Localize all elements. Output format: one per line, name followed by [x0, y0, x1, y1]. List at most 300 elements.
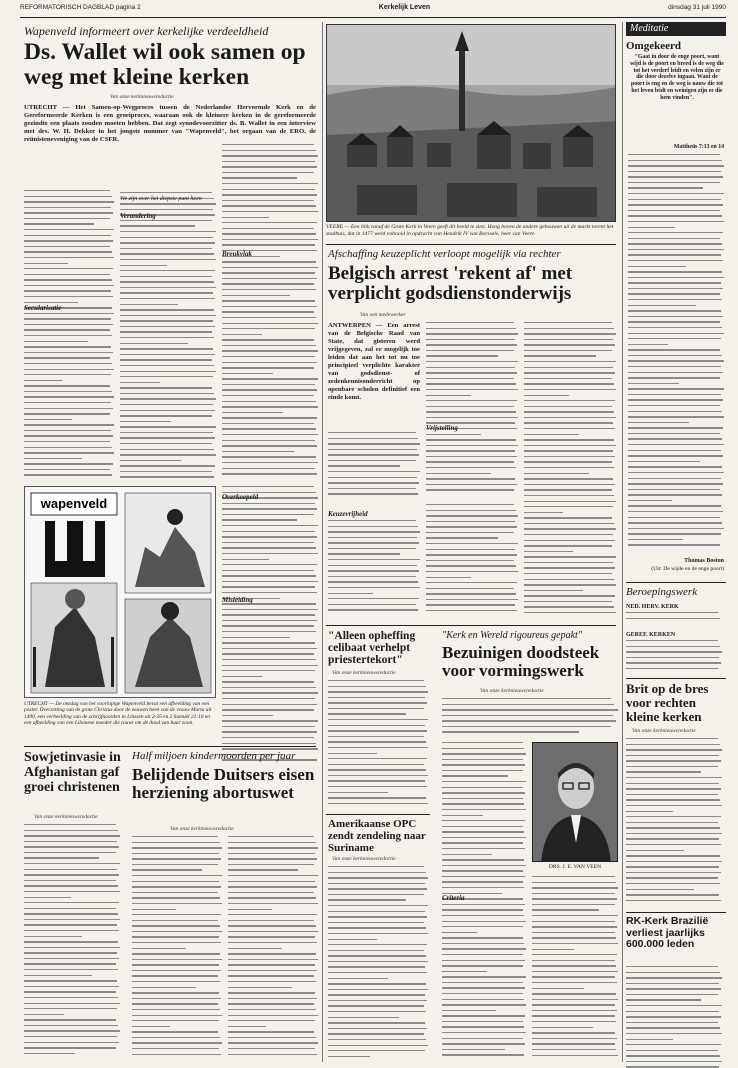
text-line: [442, 854, 492, 855]
text-line: [426, 543, 518, 544]
subhead-verandering: Verandering: [120, 212, 156, 220]
text-line: [222, 709, 314, 710]
text-line: [222, 670, 315, 671]
text-line: [626, 738, 718, 739]
belgisch-rule: [326, 244, 616, 245]
text-line: [132, 836, 218, 837]
text-line: [626, 822, 718, 823]
text-line: [626, 646, 720, 647]
main-column-1: [24, 190, 114, 482]
text-line: [628, 438, 722, 439]
text-line: [120, 454, 216, 455]
sowjet-byline: Van onze kerknieuwsredactie: [34, 814, 98, 820]
text-line: [628, 344, 668, 345]
text-line: [120, 315, 216, 316]
text-line: [120, 460, 181, 461]
text-line: [24, 1053, 75, 1054]
text-line: [442, 937, 523, 938]
text-line: [442, 792, 525, 793]
text-line: [328, 797, 426, 798]
text-line: [120, 387, 212, 388]
belgisch-headline: Belgisch arrest 'rekent af' met verplicht godsdienstonderwijs: [328, 263, 573, 304]
text-line: [628, 204, 723, 205]
text-line: [626, 1005, 722, 1006]
text-line: [628, 511, 723, 512]
text-line: [24, 447, 112, 448]
bezuinigen-byline: Van onze kerknieuwsredactie: [480, 688, 544, 694]
subhead-overkoepeld: Overkoepeld: [222, 493, 259, 501]
rk-headline: RK-Kerk Brazilië verliest jaarlijks 600.000 leden: [626, 915, 709, 950]
text-line: [120, 337, 214, 338]
text-line: [328, 769, 426, 770]
text-line: [24, 913, 118, 914]
text-line: [132, 1026, 170, 1027]
text-line: [24, 991, 116, 992]
text-line: [328, 1056, 370, 1057]
text-line: [222, 194, 317, 195]
opc-rule: [326, 814, 430, 815]
text-line: [24, 374, 111, 375]
text-line: [228, 897, 316, 898]
text-line: [328, 542, 419, 543]
text-line: [24, 997, 118, 998]
text-line: [228, 975, 314, 976]
text-line: [328, 553, 400, 554]
text-line: [426, 383, 516, 384]
text-line: [222, 283, 314, 284]
text-line: [628, 210, 720, 211]
text-line: [24, 424, 114, 425]
text-line: [24, 452, 114, 453]
text-line: [626, 972, 720, 973]
beroepingswerk-rule: [626, 582, 726, 583]
text-line: [532, 943, 618, 944]
text-line: [228, 1015, 318, 1016]
text-line: [24, 352, 113, 353]
text-line: [228, 987, 292, 988]
text-line: [328, 927, 426, 928]
wapenveld-cover-image: [24, 486, 216, 698]
text-line: [442, 1010, 496, 1011]
brit-rule: [626, 678, 726, 679]
text-line: [442, 770, 523, 771]
text-line: [524, 495, 614, 496]
text-line: [222, 228, 314, 229]
text-line: [132, 975, 218, 976]
text-line: [24, 1047, 116, 1048]
text-line: [24, 1003, 120, 1004]
meditatie-verse-ref: Mattheüs 7:13 en 14: [673, 144, 724, 150]
text-line: [328, 1045, 428, 1046]
text-line: [328, 780, 425, 781]
text-line: [222, 233, 316, 234]
text-line: [524, 383, 614, 384]
text-line: [328, 866, 424, 867]
text-line: [626, 900, 721, 901]
text-line: [524, 400, 615, 401]
duitsers-kicker: Half miljoen kindermoorden per jaar: [132, 750, 296, 762]
bezuinigen-headline: Bezuinigen doodsteek voor vormingswerk: [442, 643, 600, 680]
text-line: [222, 519, 297, 520]
text-line: [626, 850, 684, 851]
meditatie-verse: "Gaat in door de enge poort, want wijd is de poort en breed is de weg die tot het verderf leidt en velen zijn er die door dezelve ingaan. Want de poort is eng en de weg is nauw die tot het leven leidt en weinigen zijn er die hem vinden".: [630, 54, 724, 101]
text-line: [426, 434, 481, 435]
text-line: [442, 798, 523, 799]
text-line: [222, 637, 290, 638]
text-line: [328, 570, 419, 571]
celibaat-body: [328, 680, 428, 810]
text-line: [328, 1005, 424, 1006]
text-line: [442, 787, 523, 788]
text-line: [524, 540, 615, 541]
opc-headline: Amerikaanse OPC zendt zendeling naar Suriname: [328, 818, 426, 854]
text-line: [328, 1017, 399, 1018]
text-line: [120, 371, 216, 372]
text-line: [442, 809, 526, 810]
text-line: [628, 165, 724, 166]
text-line: [442, 921, 526, 922]
text-line: [222, 150, 316, 151]
text-line: [442, 954, 523, 955]
text-line: [426, 565, 516, 566]
text-line: [24, 408, 113, 409]
text-line: [222, 328, 315, 329]
text-line: [442, 932, 477, 933]
text-line: [442, 976, 526, 977]
text-line: [626, 744, 720, 745]
text-line: [442, 815, 483, 816]
text-line: [628, 160, 722, 161]
text-line: [426, 588, 514, 589]
text-line: [442, 1015, 525, 1016]
text-line: [120, 410, 215, 411]
text-line: [120, 248, 212, 249]
text-line: [132, 1015, 222, 1016]
text-line: [628, 461, 700, 462]
meditatie-body: [628, 154, 724, 554]
text-line: [328, 955, 426, 956]
text-line: [120, 465, 215, 466]
text-line: [132, 864, 218, 865]
text-line: [628, 405, 720, 406]
text-line: [628, 349, 720, 350]
text-line: [24, 936, 82, 937]
text-line: [628, 154, 720, 155]
text-line: [328, 730, 427, 731]
text-line: [442, 731, 579, 732]
main-column-3b: [222, 486, 318, 766]
text-line: [132, 903, 222, 904]
text-line: [426, 456, 517, 457]
text-line: [442, 803, 524, 804]
text-line: [222, 681, 314, 682]
text-line: [532, 971, 618, 972]
text-line: [628, 282, 721, 283]
text-line: [222, 317, 316, 318]
text-line: [524, 573, 612, 574]
text-line: [132, 920, 218, 921]
text-line: [228, 1003, 314, 1004]
text-line: [426, 532, 514, 533]
text-line: [120, 292, 213, 293]
text-line: [626, 771, 701, 772]
text-line: [228, 853, 315, 854]
text-line: [328, 978, 388, 979]
subhead-secularisatie: Secularisatie: [24, 304, 62, 312]
text-line: [24, 380, 62, 381]
main-byline: Van onze kerknieuwsredactie: [110, 94, 174, 100]
text-line: [628, 422, 689, 423]
text-line: [328, 1039, 426, 1040]
text-line: [442, 848, 525, 849]
text-line: [24, 830, 118, 831]
wapenveld-cover-title: wapenveld: [40, 496, 108, 511]
text-line: [628, 528, 724, 529]
text-line: [426, 350, 514, 351]
meditatie-title: Meditatie: [630, 23, 669, 34]
text-line: [24, 458, 82, 459]
text-line: [626, 749, 722, 750]
text-line: [626, 966, 718, 967]
text-line: [628, 277, 724, 278]
text-line: [120, 320, 213, 321]
text-line: [628, 254, 721, 255]
text-line: [222, 373, 273, 374]
text-line: [120, 259, 216, 260]
text-line: [120, 354, 215, 355]
belgisch-column-3: [524, 322, 616, 620]
text-line: [24, 1008, 117, 1009]
opc-byline: Van onze kerknieuwsredactie: [332, 856, 396, 862]
text-line: [132, 914, 221, 915]
text-line: [626, 855, 720, 856]
veere-caption: VEERE — Een blik vanaf de Grote Kerk in Veere geeft dit beeld te zien. Hoog boven de andere gebouwen uit de markt torent het stadhuis, dat in 1477 werd voltooid in opdracht van Hendrik IV van Borssele, heer van Veere.: [326, 224, 614, 237]
text-line: [532, 1021, 616, 1022]
text-line: [532, 949, 574, 950]
text-line: [120, 287, 216, 288]
text-line: [328, 609, 418, 610]
text-line: [120, 231, 216, 232]
text-line: [222, 586, 315, 587]
text-line: [222, 486, 314, 487]
text-line: [532, 915, 618, 916]
text-line: [120, 359, 212, 360]
text-line: [24, 207, 111, 208]
text-line: [328, 686, 426, 687]
text-line: [426, 322, 514, 323]
van-veen-caption: DRS. J. E. VAN VEEN: [548, 864, 602, 870]
text-line: [24, 223, 94, 224]
text-line: [228, 948, 282, 949]
text-line: [532, 982, 617, 983]
text-line: [628, 176, 723, 177]
text-line: [442, 859, 524, 860]
text-line: [228, 970, 317, 971]
text-line: [626, 827, 720, 828]
text-line: [24, 335, 112, 336]
text-line: [524, 506, 613, 507]
text-line: [120, 426, 216, 427]
text-line: [24, 846, 119, 847]
text-line: [426, 577, 471, 578]
text-line: [628, 249, 724, 250]
text-line: [442, 982, 523, 983]
text-line: [222, 559, 269, 560]
main-column-2: [120, 192, 216, 484]
text-line: [222, 172, 314, 173]
text-line: [228, 864, 314, 865]
text-line: [328, 1050, 425, 1051]
text-line: [328, 747, 428, 748]
text-line: [426, 328, 516, 329]
text-line: [222, 609, 318, 610]
subhead-keuzevrijheid: Keuzevrijheid: [328, 510, 368, 518]
text-line: [628, 366, 721, 367]
text-line: [222, 412, 283, 413]
text-line: [222, 362, 317, 363]
text-line: [24, 363, 112, 364]
text-line: [328, 477, 417, 478]
text-line: [442, 764, 525, 765]
text-line: [132, 842, 220, 843]
text-line: [228, 875, 318, 876]
text-line: [426, 537, 498, 538]
text-line: [442, 965, 523, 966]
text-line: [132, 992, 219, 993]
text-line: [426, 582, 517, 583]
text-line: [524, 473, 589, 474]
text-line: [132, 931, 222, 932]
text-line: [222, 553, 318, 554]
belgisch-column-1b: [328, 520, 420, 620]
text-line: [426, 510, 516, 511]
text-line: [222, 428, 316, 429]
text-line: [228, 858, 317, 859]
text-line: [222, 564, 317, 565]
belgisch-byline: Van een medewerker: [360, 312, 406, 318]
text-line: [24, 969, 118, 970]
text-line: [532, 993, 616, 994]
text-line: [228, 886, 317, 887]
text-line: [524, 478, 613, 479]
text-line: [222, 547, 316, 548]
text-line: [524, 439, 614, 440]
text-line: [132, 987, 196, 988]
text-line: [628, 533, 721, 534]
text-line: [628, 455, 723, 456]
text-line: [120, 281, 214, 282]
text-line: [222, 659, 316, 660]
text-line: [628, 355, 722, 356]
text-line: [442, 909, 523, 910]
text-line: [24, 924, 117, 925]
text-line: [524, 528, 616, 529]
text-line: [626, 844, 721, 845]
bezuinigen-kicker: "Kerk en Wereld rigoureus gepakt": [442, 630, 583, 641]
text-line: [228, 925, 316, 926]
text-line: [228, 892, 314, 893]
text-line: [328, 460, 416, 461]
text-line: [442, 1032, 526, 1033]
text-line: [426, 489, 514, 490]
text-line: [532, 1010, 617, 1011]
text-line: [222, 356, 315, 357]
text-line: [328, 911, 425, 912]
text-line: [222, 384, 315, 385]
text-line: [442, 1043, 525, 1044]
text-line: [132, 1031, 218, 1032]
text-line: [222, 440, 315, 441]
text-line: [628, 483, 723, 484]
text-line: [132, 886, 221, 887]
text-line: [426, 571, 518, 572]
text-line: [524, 590, 583, 591]
text-line: [524, 606, 614, 607]
text-line: [132, 875, 222, 876]
text-line: [24, 318, 111, 319]
text-line: [24, 235, 111, 236]
sowjet-headline: Sowjetinvasie in Afghanistan gaf groei christenen: [24, 750, 121, 795]
text-line: [24, 419, 72, 420]
text-line: [328, 576, 416, 577]
brit-body: [626, 738, 722, 908]
text-line: [222, 350, 318, 351]
text-line: [328, 1011, 426, 1012]
text-line: [24, 1025, 118, 1026]
text-line: [328, 1033, 424, 1034]
text-line: [626, 872, 721, 873]
text-line: [426, 339, 515, 340]
text-line: [442, 759, 523, 760]
text-line: [626, 1044, 721, 1045]
text-line: [24, 824, 116, 825]
text-line: [532, 932, 615, 933]
text-line: [524, 389, 616, 390]
text-line: [442, 826, 523, 827]
text-line: [626, 777, 722, 778]
text-line: [626, 794, 718, 795]
text-line: [628, 539, 683, 540]
text-line: [626, 861, 722, 862]
text-line: [120, 471, 212, 472]
text-line: [626, 983, 719, 984]
text-line: [222, 514, 314, 515]
text-line: [442, 1038, 523, 1039]
text-line: [222, 704, 317, 705]
text-line: [328, 950, 424, 951]
text-line: [222, 183, 318, 184]
text-line: [222, 395, 314, 396]
text-line: [222, 200, 314, 201]
text-line: [132, 869, 202, 870]
text-line: [24, 441, 110, 442]
subhead-criteria: Criteria: [442, 894, 465, 902]
text-line: [120, 237, 213, 238]
text-line: [524, 339, 613, 340]
text-line: [628, 377, 720, 378]
text-line: [524, 601, 612, 602]
text-line: [228, 998, 317, 999]
text-line: [628, 505, 721, 506]
text-line: [132, 897, 220, 898]
text-line: [328, 994, 425, 995]
ned-herv-label: NED. HERV. KERK: [626, 604, 679, 610]
text-line: [532, 937, 616, 938]
text-line: [626, 999, 701, 1000]
text-line: [524, 445, 616, 446]
text-line: [626, 1022, 718, 1023]
text-line: [24, 396, 114, 397]
